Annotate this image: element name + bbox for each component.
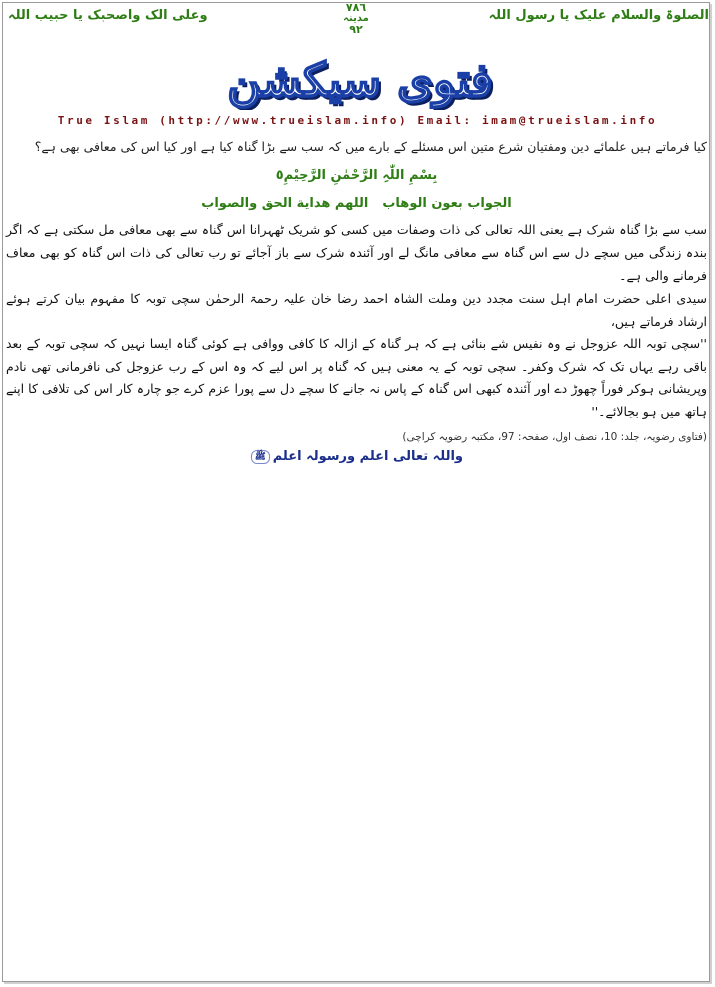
salutation-seal-icon: ﷺ <box>251 450 270 464</box>
date-badge <box>336 2 376 35</box>
quote-text: ''سچی توبہ اللہ عزوجل نے وہ نفیس شے بنائی ہے کہ ہر گناہ کے ازالہ کا کافی ووافی ہے کوئی گناہ ایسا نہیں کہ سچی توبہ کے بعد باقی رہے یہاں تک کہ شرک وکفر۔ سچی توبہ کے یہ معنی ہیں کہ گناہ پر اس لیے کہ وہ اس کے رب عزوجل کی نافرمانی تھی نادم وپریشانی ہوکر فوراً چھوڑ دے اور آئندہ کبھی اس گناہ کے پاس نہ جانے کا سچے دل سے پورا عزم کرے جو چارہ کار اس کی تلافی کا اپنے ہاتھ میں ہو بجالائے۔'' <box>6 336 707 419</box>
question-text: کیا فرماتے ہیں علمائے دین ومفتیان شرع متین اس مسئلے کے بارے میں کہ سب سے بڑا گناہ کیا ہے اور کیا اس کی معافی بھی ہے؟ <box>34 139 707 154</box>
answer-paragraph: سیدی اعلی حضرت امام اہل سنت مجدد دین وملت الشاہ احمد رضا خان علیہ رحمۃ الرحمٰن سچی توبہ کا مفہوم بیان کرتے ہوئے ارشاد فرماتے ہیں، <box>6 291 707 329</box>
salutation-right: الصلوۃ والسلام علیک یا رسول اللہ <box>488 8 709 23</box>
header-bar <box>0 0 715 40</box>
salutation-left: وعلی الک واصحبک یا حبیب اللہ <box>8 8 208 23</box>
fatwa-content <box>6 136 707 467</box>
date-mid: مدینہ <box>343 13 369 24</box>
closing-text: واللہ تعالی اعلم ورسولہ اعلم <box>272 449 463 464</box>
reference-citation: (فتاوی رضویہ، جلد: 10، نصف اول، صفحہ: 97، مکتبہ رضویہ کراچی) <box>402 431 707 443</box>
answer-paragraph: سب سے بڑا گناہ شرک ہے یعنی اللہ تعالی کی ذات وصفات میں کسی کو شریک ٹھہرانا اس گناہ سے بھی معافی مل سکتی ہے کہ اگر بندہ زندگی میں سچے دل سے اس گناہ سے معافی مانگ لے اور آئندہ شرک سے باز آجائے تو رب تعالی کی ذات اس گناہ کو بھی معاف فرمانے والی ہے۔ <box>6 222 707 283</box>
answer-heading-part2: اللهم هداية الحق والصواب <box>201 196 369 211</box>
basmala: بِسْمِ اللّٰہِ الرَّحْمٰنِ الرَّحِیْمِ٥ <box>275 168 438 183</box>
answer-heading-part1: الجواب بعون الوهاب <box>382 196 512 211</box>
date-bottom: ۹۲ <box>349 23 363 36</box>
fatwa-section-logo: فتوی سیکشن <box>227 53 493 107</box>
date-top: ۷۸٦ <box>345 1 367 14</box>
site-contact-line: True Islam (http://www.trueislam.info) Email: imam@trueislam.info <box>57 114 658 127</box>
answer-heading <box>6 194 707 214</box>
closing-line <box>6 447 707 467</box>
